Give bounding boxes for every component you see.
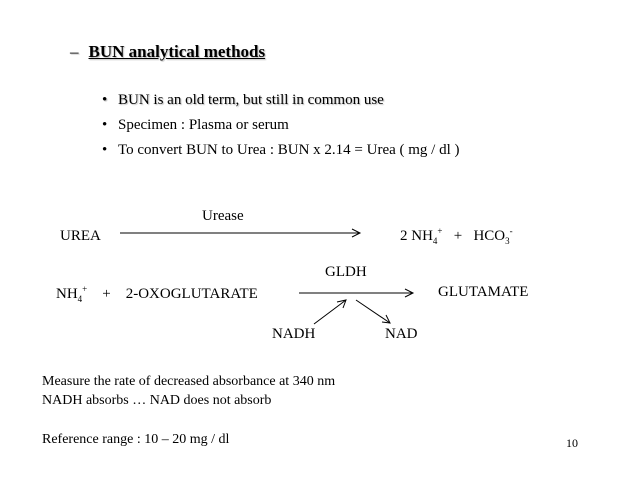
ammonium: NH: [56, 286, 78, 302]
reference-range: Reference range : 10 – 20 mg / dl: [42, 432, 230, 447]
bullet-item: • Specimen : Plasma or serum: [102, 113, 460, 138]
bullet-item: • BUN is an old term, but still in common use: [102, 88, 460, 113]
ammonium-sup: +: [82, 284, 88, 294]
note-line: Measure the rate of decreased absorbance at 340 nm: [42, 374, 336, 389]
reaction-arrow-1: [120, 226, 370, 240]
bullet-list: [102, 88, 460, 163]
section-heading: [70, 42, 265, 62]
bicarbonate-sup: -: [509, 226, 513, 236]
plus-sign: +: [453, 228, 463, 244]
gldh-reactants: [56, 284, 258, 304]
ammonium-sup: +: [437, 226, 443, 236]
note-line: NADH absorbs … NAD does not absorb: [42, 393, 272, 408]
urea-label: UREA: [60, 228, 101, 244]
bicarbonate: HCO: [473, 228, 506, 244]
ammonium-coef: 2 NH: [400, 228, 433, 244]
ammonium-sub: 4: [432, 236, 438, 246]
heading-title: BUN analytical methods: [88, 42, 266, 61]
cofactor-arrows: [300, 296, 410, 326]
page-number: 10: [566, 436, 578, 450]
glutamate-label: GLUTAMATE: [438, 284, 529, 300]
ammonium-sub: 4: [77, 294, 83, 304]
bicarbonate-sub: 3: [505, 236, 510, 246]
urease-label: Urease: [202, 208, 244, 224]
heading-dash: –: [70, 42, 79, 61]
nad-label: NAD: [385, 326, 418, 342]
bullet-item: • To convert BUN to Urea : BUN x 2.14 = Urea ( mg / dl ): [102, 138, 460, 163]
gldh-label: GLDH: [325, 264, 367, 280]
urease-products: [400, 226, 513, 246]
plus-sign: +: [102, 286, 111, 302]
oxoglutarate: 2-OXOGLUTARATE: [125, 286, 258, 302]
nadh-label: NADH: [272, 326, 316, 342]
